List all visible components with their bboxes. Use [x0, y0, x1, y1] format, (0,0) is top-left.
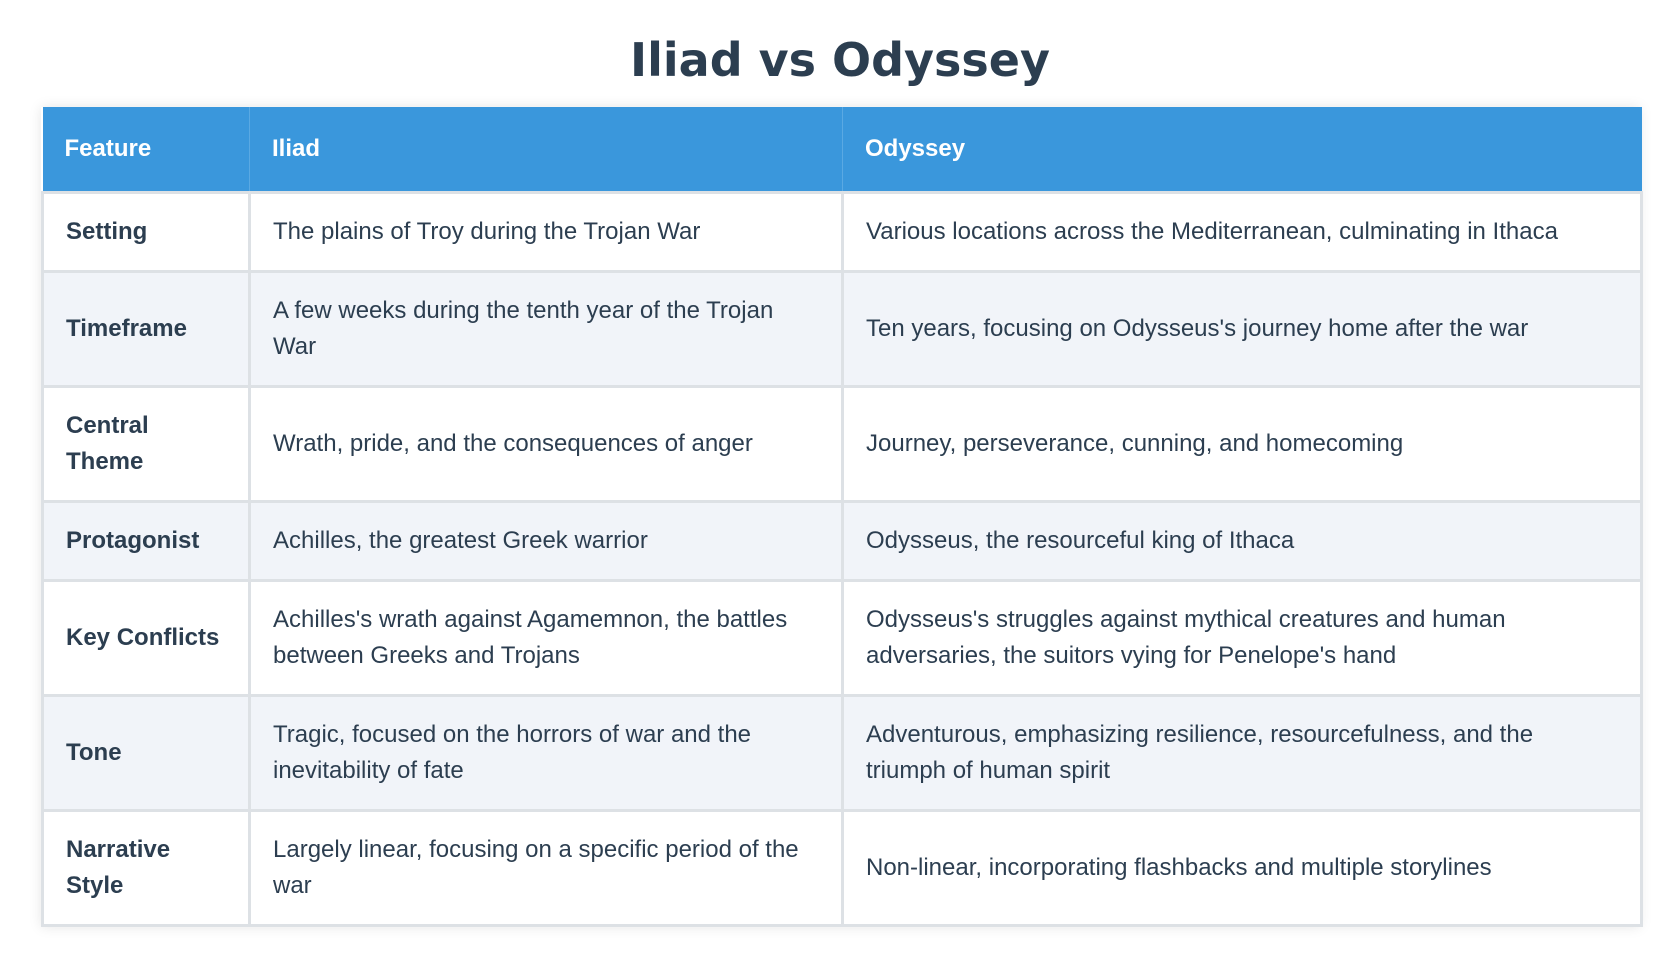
odyssey-cell: Various locations across the Mediterranean, culminating in Ithaca: [843, 192, 1642, 271]
odyssey-cell: Ten years, focusing on Odysseus's journey home after the war: [843, 271, 1642, 386]
feature-cell: Protagonist: [43, 501, 250, 580]
iliad-cell: Tragic, focused on the horrors of war and the inevitability of fate: [250, 695, 843, 810]
iliad-cell: A few weeks during the tenth year of the Trojan War: [250, 271, 843, 386]
iliad-cell: Achilles, the greatest Greek warrior: [250, 501, 843, 580]
odyssey-cell: Odysseus's struggles against mythical creatures and human adversaries, the suitors vying for Penelope's hand: [843, 580, 1642, 695]
feature-cell: Central Theme: [43, 386, 250, 501]
odyssey-cell: Journey, perseverance, cunning, and homecoming: [843, 386, 1642, 501]
header-row: [43, 107, 1642, 192]
comparison-table: [41, 107, 1643, 927]
feature-cell: Narrative Style: [43, 810, 250, 925]
feature-cell: Key Conflicts: [43, 580, 250, 695]
iliad-cell: The plains of Troy during the Trojan War: [250, 192, 843, 271]
column-header-feature: Feature: [43, 107, 250, 192]
feature-cell: Timeframe: [43, 271, 250, 386]
table-row: [43, 695, 1642, 810]
table-row: [43, 501, 1642, 580]
feature-cell: Tone: [43, 695, 250, 810]
table-row: [43, 810, 1642, 925]
comparison-table-container: [41, 107, 1640, 927]
table-header: [43, 107, 1642, 192]
iliad-cell: Achilles's wrath against Agamemnon, the battles between Greeks and Trojans: [250, 580, 843, 695]
odyssey-cell: Odysseus, the resourceful king of Ithaca: [843, 501, 1642, 580]
table-body: [43, 192, 1642, 925]
table-row: [43, 386, 1642, 501]
feature-cell: Setting: [43, 192, 250, 271]
column-header-odyssey: Odyssey: [843, 107, 1642, 192]
odyssey-cell: Non-linear, incorporating flashbacks and multiple storylines: [843, 810, 1642, 925]
odyssey-cell: Adventurous, emphasizing resilience, resourcefulness, and the triumph of human spirit: [843, 695, 1642, 810]
table-row: [43, 192, 1642, 271]
iliad-cell: Wrath, pride, and the consequences of anger: [250, 386, 843, 501]
column-header-iliad: Iliad: [250, 107, 843, 192]
page-title: Iliad vs Odyssey: [630, 33, 1050, 87]
table-row: [43, 580, 1642, 695]
iliad-cell: Largely linear, focusing on a specific period of the war: [250, 810, 843, 925]
table-row: [43, 271, 1642, 386]
